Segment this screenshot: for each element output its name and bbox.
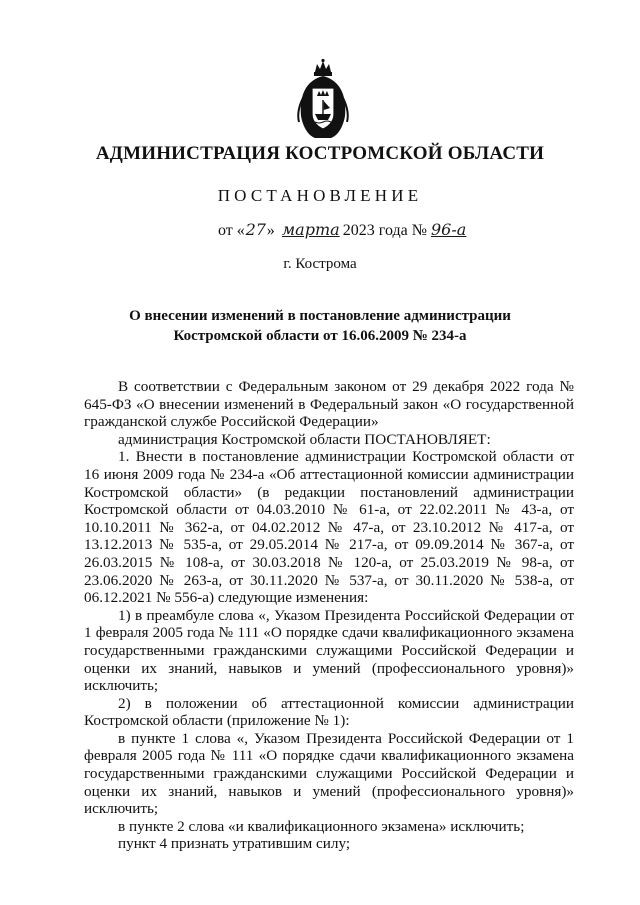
handwritten-day: 27 — [245, 220, 266, 239]
paragraph-point-2: в пункте 2 слова «и квалификационного экзамена» исключить; — [118, 817, 525, 835]
document-date-number — [218, 220, 477, 240]
paragraph-resolves: администрация Костромской области ПОСТАНОВЛЯЕТ: — [118, 430, 491, 448]
paragraph-subitem-2: 2) в положении об аттестационной комиссии администрации Костромской области (приложение № 1): — [84, 694, 574, 730]
subject-line-2: Костромской области от 16.06.2009 № 234-а — [173, 328, 467, 344]
date-mid: » — [266, 222, 275, 239]
date-prefix: от « — [218, 222, 245, 239]
paragraph-point-4: пункт 4 признать утратившим силу; — [118, 835, 351, 853]
paragraph-point-1: в пункте 1 слова «, Указом Президента Российской Федерации от 1 февраля 2005 года № 111 «О порядке сдачи квалификационного экзамена государственными гражданскими служащими Российской Федерации и оценки их знаний, навыков и умений (профессионального уровня)» исключить; — [84, 729, 574, 818]
paragraph-subitem-1: 1) в преамбуле слова «, Указом Президента Российской Федерации от 1 февраля 2005 года № 111 «О порядке сдачи квалификационного экзамена государственными гражданскими служащими Российской Федерации и оценки их знаний, навыков и умений (профессионального уровня)» исключить; — [84, 606, 574, 695]
paragraph-item-1: 1. Внести в постановление администрации Костромской области от 16 июня 2009 года № 234-а «Об аттестационной комиссии администрации Костромской области» (в редакции постановлений администрации Костромской области от 04.03.2010 № 61-а, от 22.02.2011 № 43-а, от 10.10.2011 № 362-а, от 04.02.2012 № 47-а, от 23.10.2012 № 417-а, от 13.12.2013 № 535-а, от 29.05.2014 № 217-а, от 09.09.2014 № 367-а, от 26.03.2015 № 108-а, от 30.03.2018 № 120-а, от 25.03.2019 № 98-а, от 23.06.2020 № 263-а, от 30.11.2020 № 537-а, от 30.11.2020 № 538-а, от 06.12.2021 № 556-а) следующие изменения: — [84, 448, 574, 607]
handwritten-number: 96-а — [431, 220, 467, 239]
city: г. Кострома — [283, 256, 357, 272]
document-subject — [0, 306, 640, 346]
handwritten-month: марта — [281, 220, 340, 239]
paragraph-preamble: В соответствии с Федеральным законом от 29 декабря 2022 года № 645-ФЗ «О внесении изменений в Федеральный закон «О государственной гражданской службе Российской Федерации» — [84, 378, 574, 431]
kostroma-oblast-coat-of-arms-icon — [293, 58, 353, 140]
subject-line-1: О внесении изменений в постановление администрации — [129, 308, 511, 324]
year-text: 2023 года № — [342, 222, 427, 239]
document-type: ПОСТАНОВЛЕНИЕ — [217, 186, 423, 205]
document-body — [84, 378, 574, 853]
organization-title: АДМИНИСТРАЦИЯ КОСТРОМСКОЙ ОБЛАСТИ — [95, 143, 545, 164]
